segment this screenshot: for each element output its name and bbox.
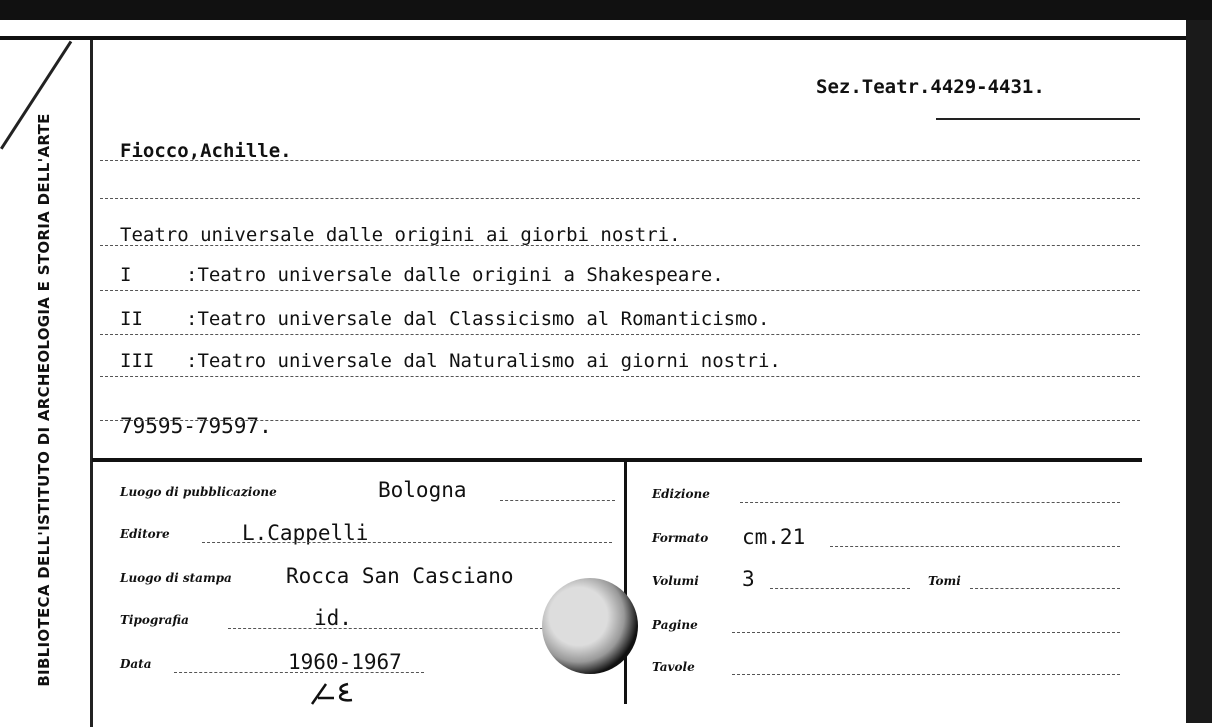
value-printer: id. bbox=[314, 606, 352, 630]
value-place-of-printing: Rocca San Casciano bbox=[286, 564, 514, 588]
lower-section-rule bbox=[92, 458, 1142, 462]
round-library-stamp bbox=[542, 578, 638, 674]
volume-3-title: :Teatro universale dal Naturalismo ai giorni nostri. bbox=[186, 350, 781, 372]
rule-vol-2 bbox=[100, 334, 1140, 335]
label-publisher: Editore bbox=[120, 527, 170, 541]
label-printer: Tipografia bbox=[120, 613, 189, 627]
book-title: Teatro universale dalle origini ai giorbi nostri. bbox=[120, 224, 681, 246]
label-plates: Tavole bbox=[652, 660, 695, 674]
value-date: 1960-1967 bbox=[288, 650, 402, 674]
shelfmark: Sez.Teatr.4429-4431. bbox=[816, 76, 1045, 98]
rule-date bbox=[174, 672, 424, 673]
scan-border-top bbox=[0, 0, 1212, 20]
rule-volumes bbox=[770, 588, 910, 589]
label-volumes: Volumi bbox=[652, 574, 699, 588]
catalog-card bbox=[0, 36, 1186, 727]
handwritten-initials bbox=[308, 676, 378, 710]
rule-plates bbox=[732, 674, 1120, 675]
scan-border-right bbox=[1186, 20, 1212, 723]
label-pages: Pagine bbox=[652, 618, 698, 632]
label-place-of-printing: Luogo di stampa bbox=[120, 571, 232, 585]
volume-2-number: II bbox=[120, 308, 143, 330]
rule-format bbox=[830, 546, 1120, 547]
rule-blank bbox=[100, 198, 1140, 199]
label-format: Formato bbox=[652, 531, 709, 545]
rule-place-of-publication bbox=[500, 500, 615, 501]
value-publisher: L.Cappelli bbox=[242, 521, 369, 545]
rule-inventory bbox=[100, 420, 1140, 421]
volume-2-title: :Teatro universale dal Classicismo al Romanticismo. bbox=[186, 308, 770, 330]
value-volumes: 3 bbox=[742, 567, 755, 591]
rule-title bbox=[100, 245, 1140, 246]
card-side-margin bbox=[0, 40, 93, 727]
rule-edition bbox=[740, 502, 1120, 503]
shelfmark-underline bbox=[936, 118, 1140, 120]
rule-vol-1 bbox=[100, 290, 1140, 291]
library-stamp-label: BIBLIOTECA DELL'ISTITUTO DI ARCHEOLOGIA E STORIA DELL'ARTE bbox=[35, 113, 53, 687]
rule-tomes bbox=[970, 588, 1120, 589]
volume-1-title: :Teatro universale dalle origini a Shakespeare. bbox=[186, 264, 724, 286]
rule-vol-3 bbox=[100, 376, 1140, 377]
value-place-of-publication: Bologna bbox=[378, 478, 467, 502]
label-tomes: Tomi bbox=[928, 574, 961, 588]
rule-publisher bbox=[202, 542, 612, 543]
inventory-numbers: 79595-79597. bbox=[120, 414, 272, 438]
label-date: Data bbox=[120, 657, 152, 671]
volume-1-number: I bbox=[120, 264, 132, 286]
label-place-of-publication: Luogo di pubblicazione bbox=[120, 485, 277, 499]
value-format: cm.21 bbox=[742, 525, 806, 549]
rule-printer bbox=[228, 628, 548, 629]
rule-author bbox=[100, 160, 1140, 161]
label-edition: Edizione bbox=[652, 487, 710, 501]
author-heading: Fiocco,Achille. bbox=[120, 140, 292, 162]
lower-section-divider bbox=[624, 458, 627, 704]
rule-pages bbox=[732, 632, 1120, 633]
volume-3-number: III bbox=[120, 350, 155, 372]
